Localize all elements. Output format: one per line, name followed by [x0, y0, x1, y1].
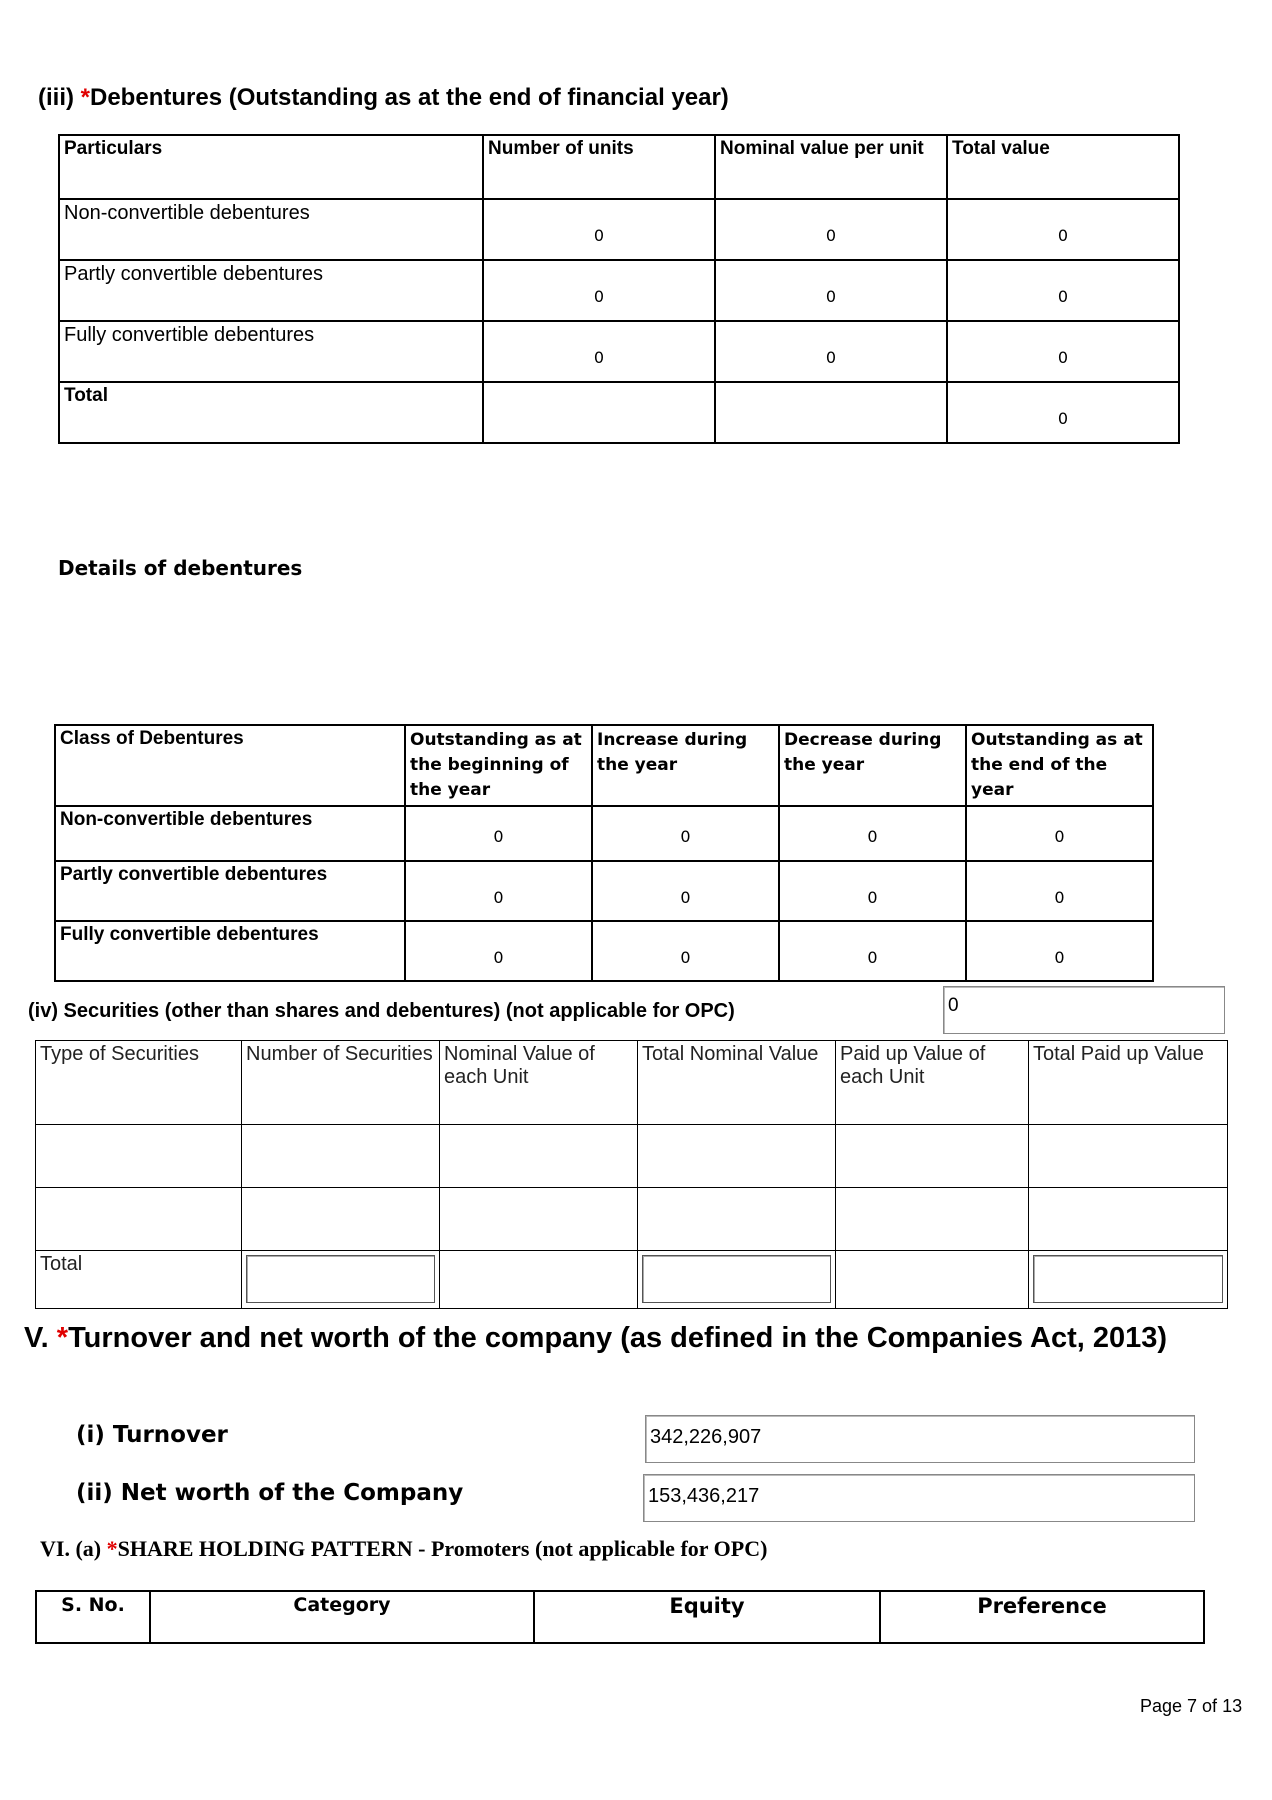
units-value: 0 — [483, 199, 715, 260]
page-number: Page 7 of 13 — [1140, 1696, 1243, 1716]
shareholding-table — [35, 1590, 1205, 1644]
total-label: Total — [59, 382, 483, 443]
empty-cell — [715, 382, 947, 443]
cell[interactable] — [836, 1125, 1029, 1188]
securities-count-field[interactable]: 0 — [943, 986, 1225, 1034]
table-header-row — [36, 1041, 1228, 1125]
shareholding-heading — [40, 1536, 767, 1562]
units-value: 0 — [483, 321, 715, 382]
table-header-row — [36, 1591, 1204, 1643]
securities-table — [35, 1040, 1228, 1309]
row-label: Partly convertible debentures — [59, 260, 483, 321]
header-category: Category — [150, 1591, 534, 1643]
table-header-row — [55, 725, 1153, 806]
nominal-value: 0 — [715, 321, 947, 382]
networth-label: (ii) Net worth of the Company — [76, 1480, 464, 1506]
details-table — [54, 724, 1154, 982]
header-number: Number of Securities — [242, 1041, 440, 1125]
header-number-of-units: Number of units — [483, 135, 715, 199]
begin-value: 0 — [405, 806, 592, 861]
total-number-field[interactable] — [246, 1255, 435, 1303]
total-paid-cell — [1029, 1251, 1228, 1309]
cell[interactable] — [638, 1188, 836, 1251]
turnover-heading-title: Turnover and net worth of the company (as defined in the Companies Act, 2013) — [68, 1322, 1168, 1354]
table-row — [59, 199, 1179, 260]
header-particulars: Particulars — [59, 135, 483, 199]
begin-value: 0 — [405, 861, 592, 921]
total-label: Total — [36, 1251, 242, 1309]
cell[interactable] — [36, 1125, 242, 1188]
required-star: * — [80, 84, 90, 111]
header-sno: S. No. — [36, 1591, 150, 1643]
row-label: Fully convertible debentures — [59, 321, 483, 382]
table-row — [36, 1125, 1228, 1188]
end-value: 0 — [966, 921, 1153, 981]
turnover-heading — [24, 1322, 1167, 1355]
cell[interactable] — [440, 1188, 638, 1251]
cell[interactable] — [1029, 1188, 1228, 1251]
cell[interactable] — [440, 1125, 638, 1188]
total-nominal-cell — [638, 1251, 836, 1309]
end-value: 0 — [966, 806, 1153, 861]
increase-value: 0 — [592, 806, 779, 861]
empty-cell — [483, 382, 715, 443]
turnover-label: (i) Turnover — [76, 1422, 228, 1448]
debentures-heading-prefix: (iii) — [38, 84, 81, 111]
decrease-value: 0 — [779, 806, 966, 861]
table-row — [55, 806, 1153, 861]
decrease-value: 0 — [779, 861, 966, 921]
total-nominal-field[interactable] — [642, 1255, 831, 1303]
end-value: 0 — [966, 861, 1153, 921]
header-increase: Increase during the year — [592, 725, 779, 806]
header-outstanding-begin: Outstanding as at the beginning of the year — [405, 725, 592, 806]
debentures-table — [58, 134, 1180, 444]
total-value: 0 — [947, 260, 1179, 321]
table-total-row — [59, 382, 1179, 443]
empty-cell — [440, 1251, 638, 1309]
empty-cell — [836, 1251, 1029, 1309]
header-nominal-value: Nominal value per unit — [715, 135, 947, 199]
table-row — [55, 861, 1153, 921]
required-star: * — [106, 1536, 118, 1561]
total-value: 0 — [947, 199, 1179, 260]
shareholding-heading-title: SHARE HOLDING PATTERN - Promoters (not applicable for OPC) — [117, 1536, 768, 1561]
row-label: Non-convertible debentures — [55, 806, 405, 861]
increase-value: 0 — [592, 921, 779, 981]
header-paid-unit: Paid up Value of each Unit — [836, 1041, 1029, 1125]
total-sum-value: 0 — [947, 382, 1179, 443]
total-value: 0 — [947, 321, 1179, 382]
header-equity: Equity — [534, 1591, 880, 1643]
table-header-row — [59, 135, 1179, 199]
securities-heading: (iv) Securities (other than shares and debentures) (not applicable for OPC) — [28, 1000, 735, 1022]
units-value: 0 — [483, 260, 715, 321]
cell[interactable] — [36, 1188, 242, 1251]
total-number-cell — [242, 1251, 440, 1309]
header-preference: Preference — [880, 1591, 1204, 1643]
table-row — [59, 260, 1179, 321]
row-label: Fully convertible debentures — [55, 921, 405, 981]
header-class: Class of Debentures — [55, 725, 405, 806]
cell[interactable] — [638, 1125, 836, 1188]
details-heading: Details of debentures — [58, 556, 303, 580]
table-row — [59, 321, 1179, 382]
header-decrease: Decrease during the year — [779, 725, 966, 806]
table-total-row — [36, 1251, 1228, 1309]
nominal-value: 0 — [715, 260, 947, 321]
nominal-value: 0 — [715, 199, 947, 260]
header-total-paid: Total Paid up Value — [1029, 1041, 1228, 1125]
networth-field[interactable]: 153,436,217 — [643, 1474, 1195, 1522]
decrease-value: 0 — [779, 921, 966, 981]
header-total-nominal: Total Nominal Value — [638, 1041, 836, 1125]
cell[interactable] — [1029, 1125, 1228, 1188]
header-total-value: Total value — [947, 135, 1179, 199]
increase-value: 0 — [592, 861, 779, 921]
table-row — [55, 921, 1153, 981]
table-row — [36, 1188, 1228, 1251]
begin-value: 0 — [405, 921, 592, 981]
cell[interactable] — [836, 1188, 1029, 1251]
cell[interactable] — [242, 1188, 440, 1251]
turnover-field[interactable]: 342,226,907 — [645, 1415, 1195, 1463]
debentures-heading-title: Debentures (Outstanding as at the end of financial year) — [90, 84, 729, 111]
turnover-heading-prefix: V. — [24, 1322, 57, 1354]
header-type: Type of Securities — [36, 1041, 242, 1125]
required-star: * — [56, 1322, 69, 1354]
row-label: Partly convertible debentures — [55, 861, 405, 921]
cell[interactable] — [242, 1125, 440, 1188]
total-paid-field[interactable] — [1033, 1255, 1223, 1303]
row-label: Non-convertible debentures — [59, 199, 483, 260]
debentures-heading — [38, 84, 729, 112]
header-outstanding-end: Outstanding as at the end of the year — [966, 725, 1153, 806]
shareholding-heading-prefix: VI. (a) — [40, 1536, 107, 1561]
header-nominal-unit: Nominal Value of each Unit — [440, 1041, 638, 1125]
